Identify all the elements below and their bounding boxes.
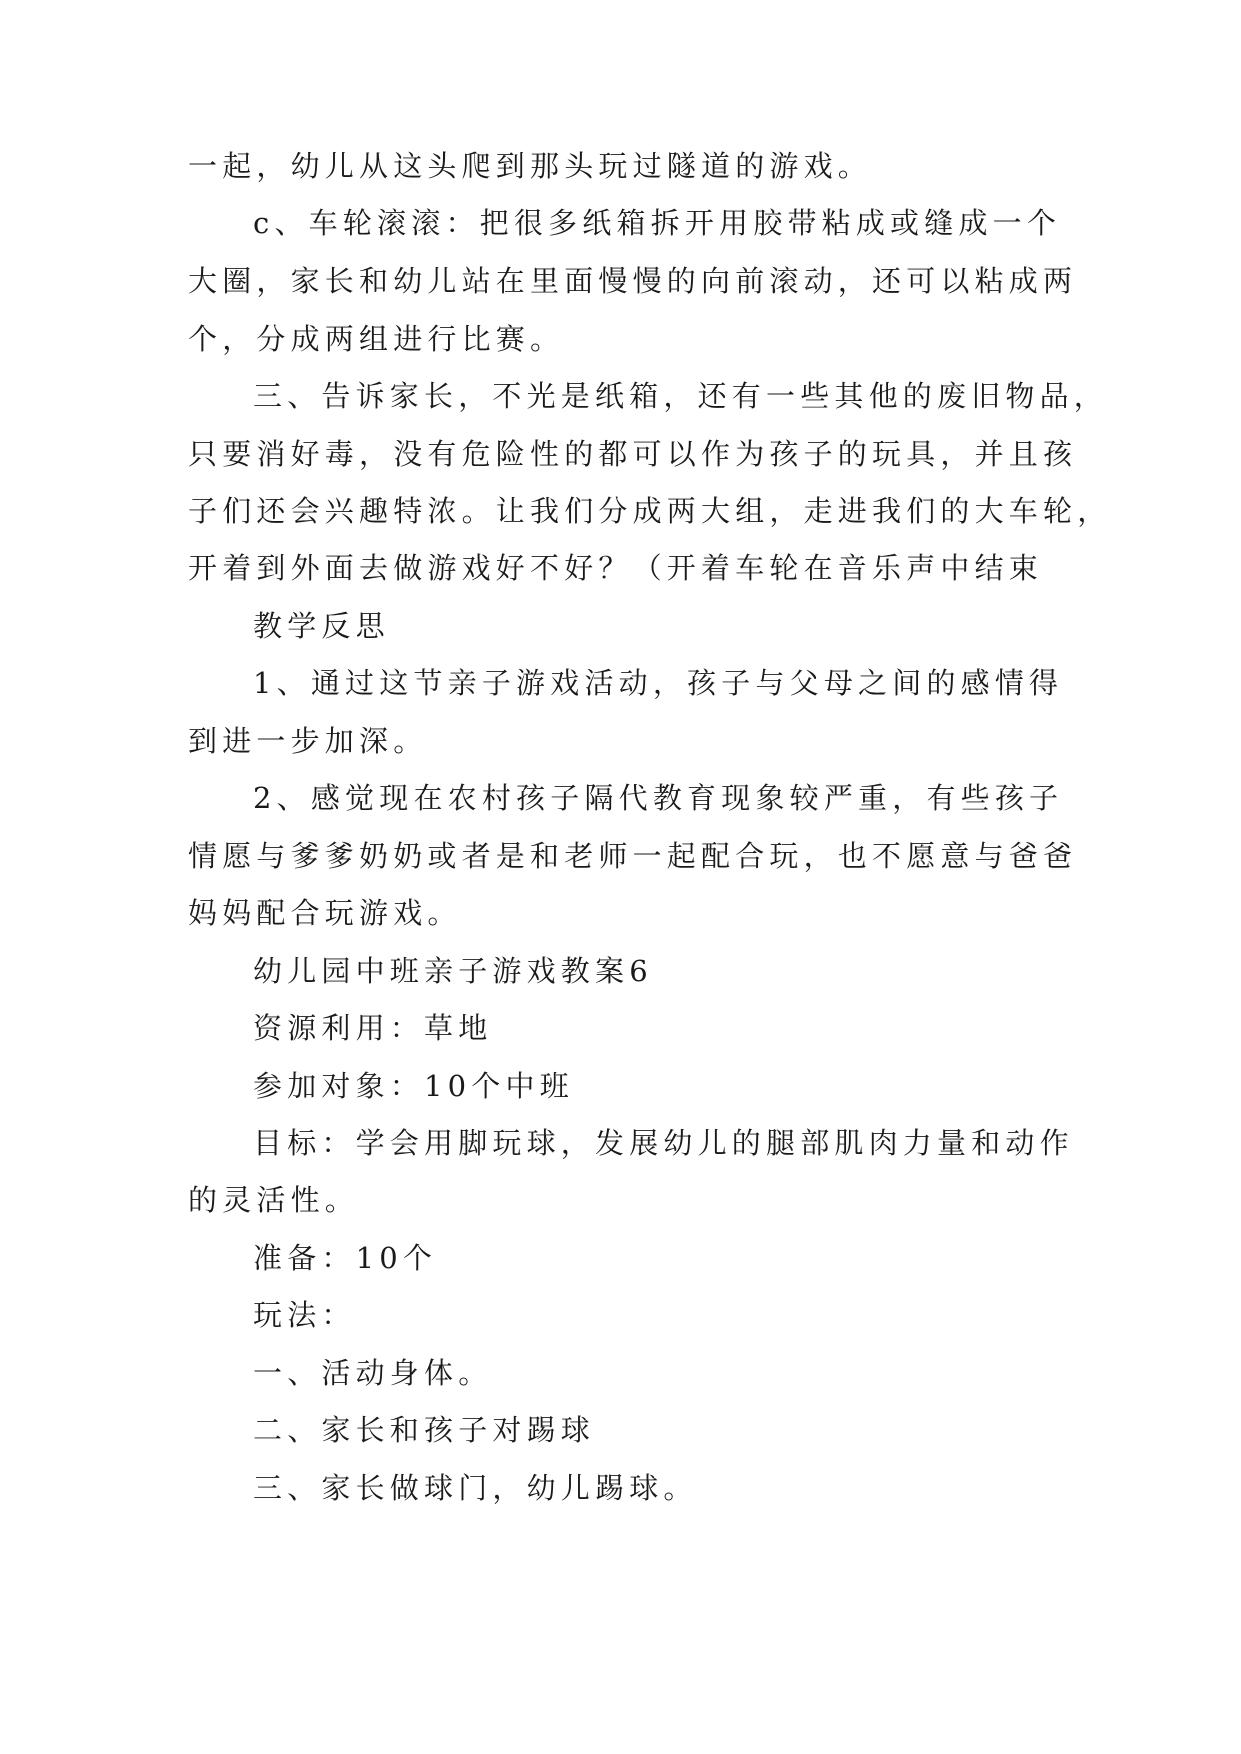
text-line: 1、通过这节亲子游戏活动，孩子与父母之间的感情得 xyxy=(253,666,1064,700)
text-line: 到进一步加深。 xyxy=(188,724,428,758)
text-line: 2、感觉现在农村孩子隔代教育现象较严重，有些孩子 xyxy=(253,781,1064,815)
text-line: 子们还会兴趣特浓。让我们分成两大组，走进我们的大车轮， xyxy=(188,494,1112,528)
text-line: 准备：10个 xyxy=(253,1241,438,1275)
text-line: c、车轮滚滚：把很多纸箱拆开用胶带粘成或缝成一个 xyxy=(253,206,1062,240)
text-line: 三、家长做球门，幼儿踢球。 xyxy=(253,1471,698,1505)
text-line: 目标：学会用脚玩球，发展幼儿的腿部肌肉力量和动作 xyxy=(253,1126,1074,1160)
text-line: 二、家长和孩子对踢球 xyxy=(253,1413,596,1447)
section-heading: 幼儿园中班亲子游戏教案6 xyxy=(253,954,653,988)
text-line: 参加对象：10个中班 xyxy=(253,1069,574,1103)
text-line: 资源利用：草地 xyxy=(253,1011,493,1045)
text-line: 的灵活性。 xyxy=(188,1183,360,1217)
text-line: 开着到外面去做游戏好不好？（开着车轮在音乐声中结束 xyxy=(188,551,1044,585)
text-line: 一、活动身体。 xyxy=(253,1356,493,1390)
text-line: 大圈，家长和幼儿站在里面慢慢的向前滚动，还可以粘成两 xyxy=(188,264,1078,298)
text-line: 情愿与爹爹奶奶或者是和老师一起配合玩，也不愿意与爸爸 xyxy=(188,839,1078,873)
section-heading: 教学反思 xyxy=(253,609,390,643)
text-line: 三、告诉家长，不光是纸箱，还有一些其他的废旧物品， xyxy=(253,379,1109,413)
text-line: 一起，幼儿从这头爬到那头玩过隧道的游戏。 xyxy=(188,149,873,183)
text-line: 只要消好毒，没有危险性的都可以作为孩子的玩具，并且孩 xyxy=(188,437,1078,471)
text-line: 个，分成两组进行比赛。 xyxy=(188,322,565,356)
text-line: 妈妈配合玩游戏。 xyxy=(188,896,462,930)
text-line: 玩法： xyxy=(253,1298,356,1332)
